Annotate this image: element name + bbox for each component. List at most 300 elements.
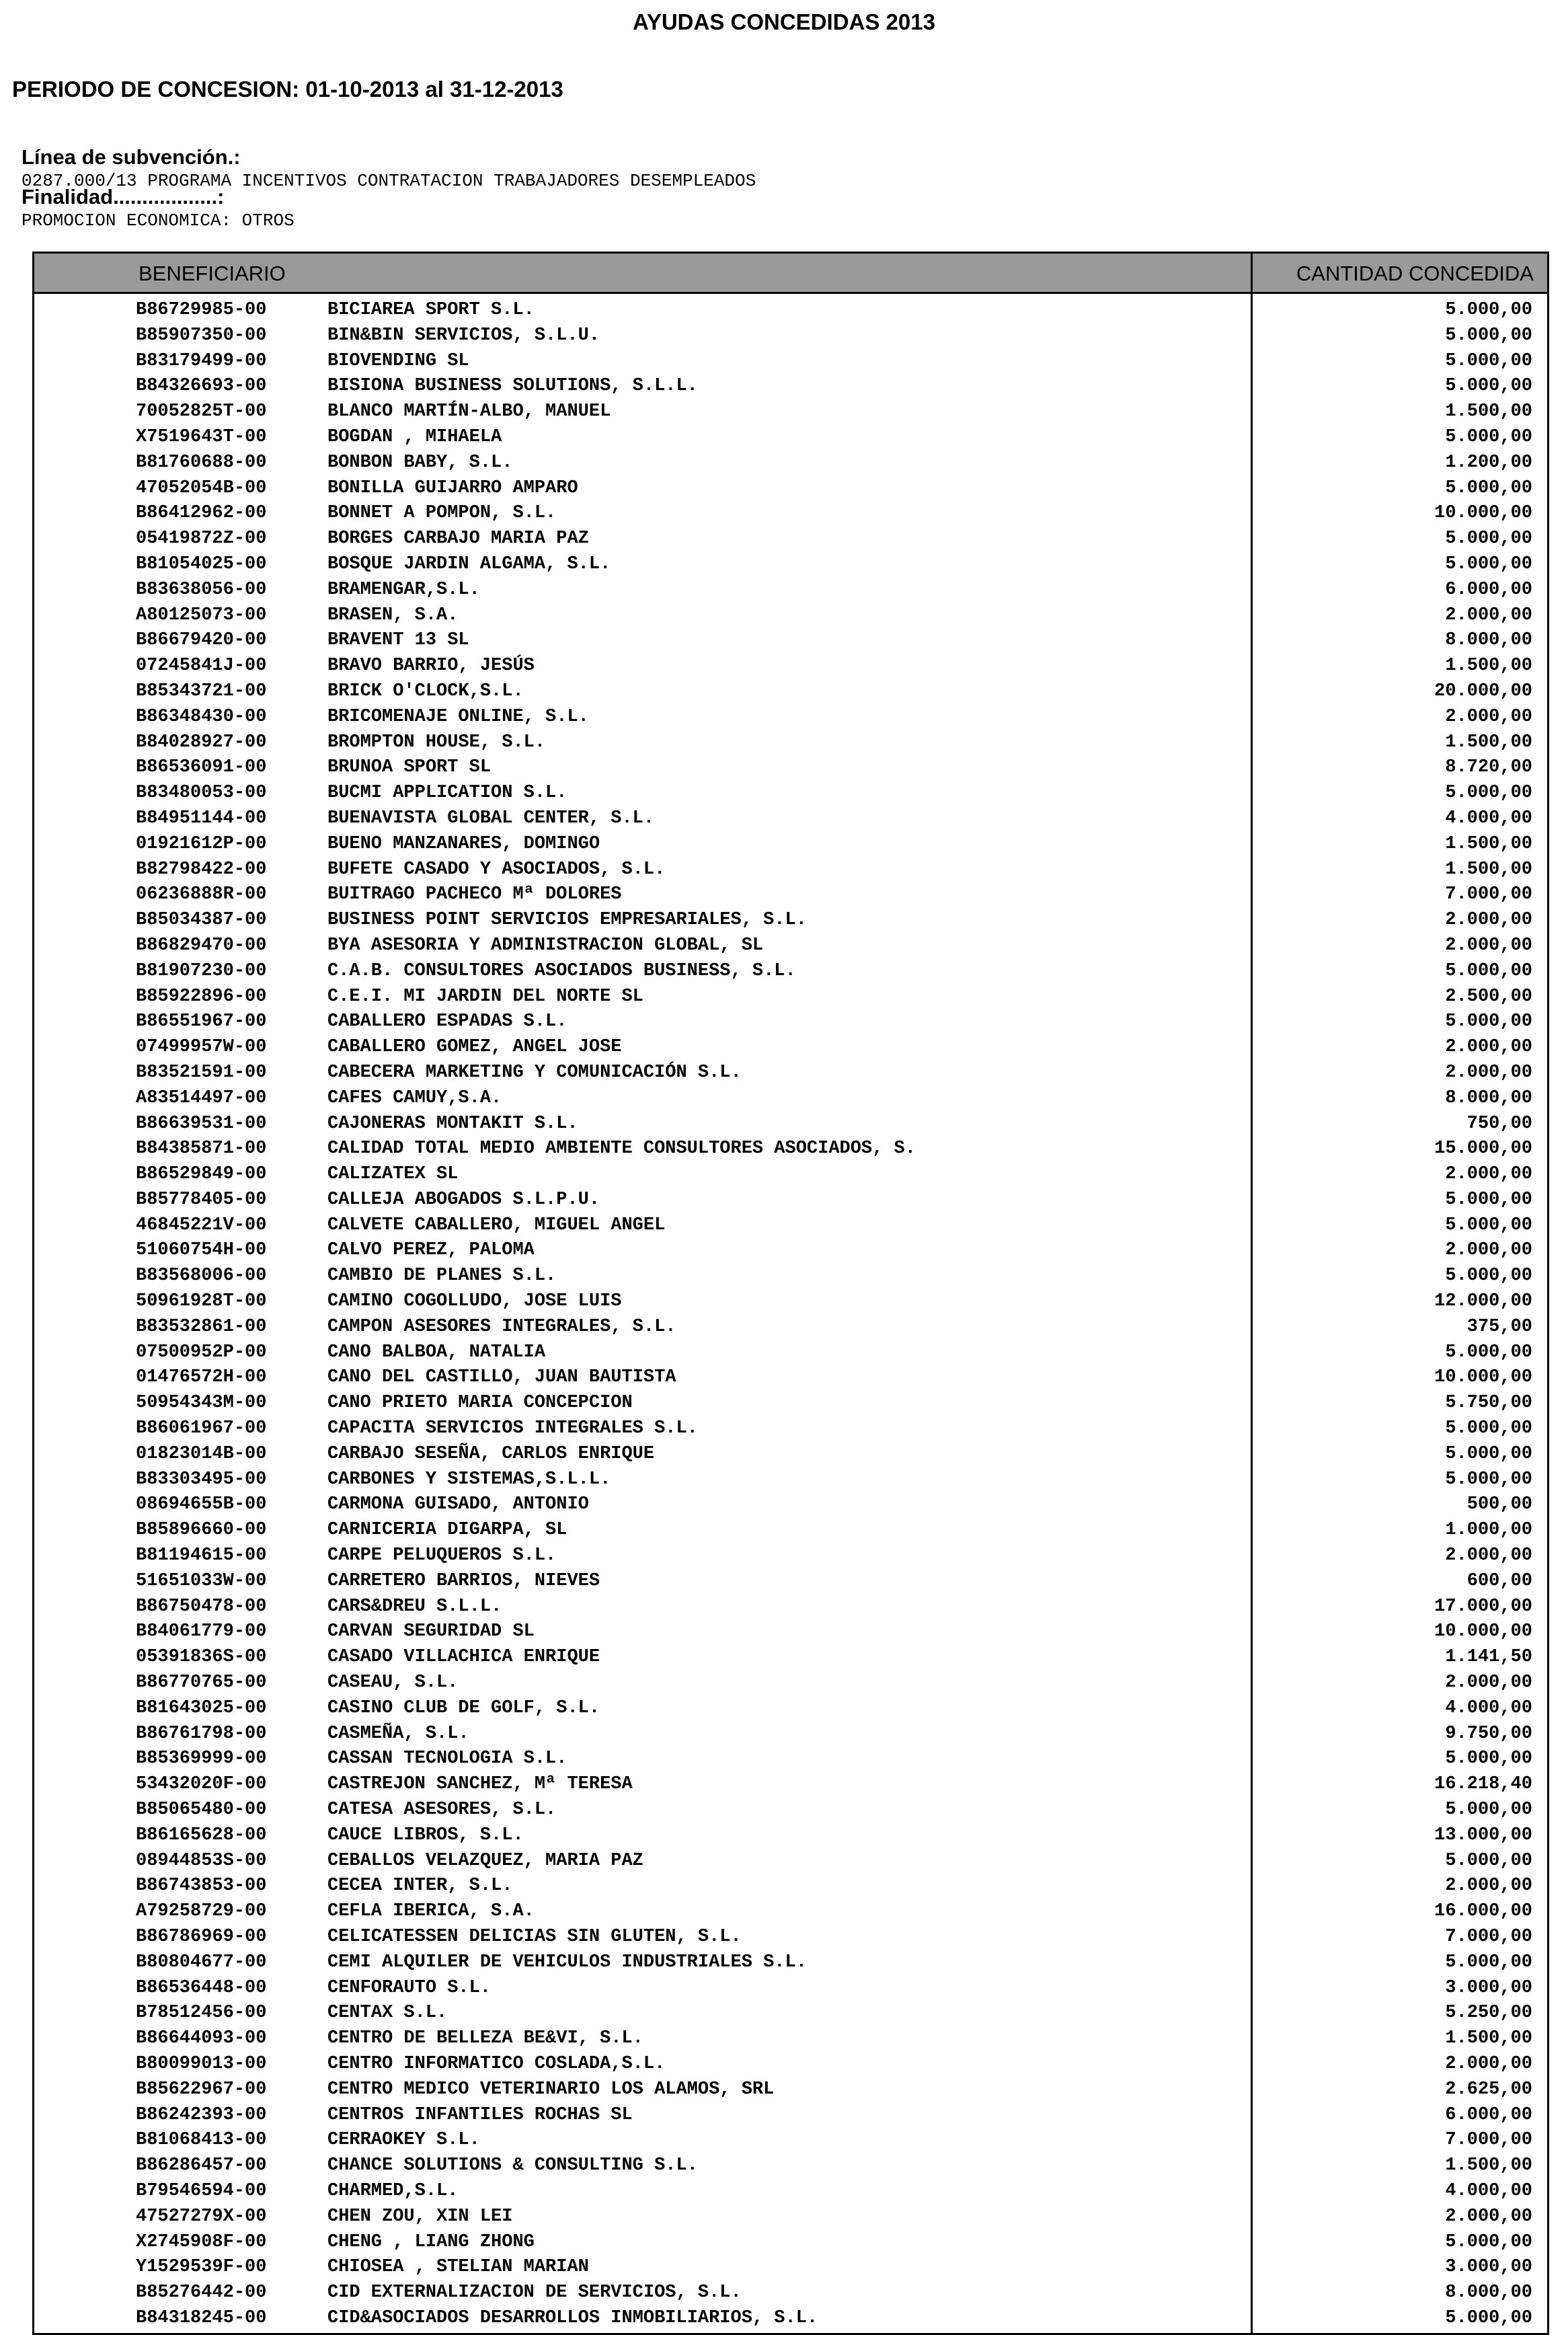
granted-amount: 600,00 [1466,1570,1532,1591]
table-row [34,1696,1547,1722]
page-title: AYUDAS CONCEDIDAS 2013 [633,9,935,34]
beneficiary-id: B80804677-00 [136,1952,267,1973]
beneficiary-id: B86286457-00 [136,2155,267,2176]
beneficiary-name: CAMPON ASESORES INTEGRALES, S.L. [327,1316,676,1337]
granted-amount: 1.500,00 [1445,833,1532,854]
beneficiary-id: B86551967-00 [136,1011,267,1032]
beneficiary-name: CALVETE CABALLERO, MIGUEL ANGEL [327,1215,666,1235]
beneficiary-name: CENFORAUTO S.L. [327,1977,492,1998]
beneficiary-id: B83480053-00 [136,783,267,804]
beneficiary-id: 01921612P-00 [136,833,267,854]
beneficiary-name: C.E.I. MI JARDIN DEL NORTE SL [327,986,643,1007]
beneficiary-id: B85778405-00 [136,1189,267,1210]
beneficiary-name: BIN&BIN SERVICIOS, S.L.U. [327,325,600,346]
granted-amount: 2.625,00 [1445,2079,1532,2100]
table-row [34,2077,1547,2103]
granted-amount: 5.000,00 [1445,1418,1532,1439]
table-row [34,882,1547,908]
table-row [34,933,1547,959]
beneficiary-name: CARVAN SEGURIDAD SL [327,1621,535,1642]
beneficiary-name: BRUNOA SPORT SL [327,757,492,778]
table-row [34,2179,1547,2205]
table-row [34,2001,1547,2026]
granted-amount: 5.000,00 [1445,1189,1532,1210]
granted-amount: 5.000,00 [1445,1342,1532,1363]
table-row [34,1365,1547,1391]
beneficiary-id: 07245841J-00 [136,656,267,677]
column-header-beneficiario: BENEFICIARIO [139,262,286,285]
granted-amount: 750,00 [1466,1113,1532,1134]
table-row [34,2128,1547,2153]
beneficiary-name: BRAVO BARRIO, JESÚS [327,656,535,677]
beneficiary-id: A80125073-00 [136,605,267,625]
beneficiary-name: BRAMENGAR,S.L. [327,579,480,600]
beneficiary-name: C.A.B. CONSULTORES ASOCIADOS BUSINESS, S.L. [327,960,796,981]
beneficiary-id: X7519643T-00 [136,426,267,447]
beneficiary-name: BLANCO MARTÍN-ALBO, MANUEL [327,401,611,422]
beneficiary-name: BUSINESS POINT SERVICIOS EMPRESARIALES, S.L. [327,910,807,931]
beneficiary-id: 06236888R-00 [136,884,267,905]
table-row [34,1823,1547,1849]
beneficiary-name: BUFETE CASADO Y ASOCIADOS, S.L. [327,859,666,880]
beneficiary-id: B86729985-00 [136,300,267,320]
table-row [34,755,1547,781]
beneficiary-name: CAUCE LIBROS, S.L. [327,1825,524,1845]
table-row [34,1112,1547,1137]
granted-amount: 2.000,00 [1445,1545,1532,1566]
beneficiary-name: BIOVENDING SL [327,350,469,371]
table-row [34,2255,1547,2281]
beneficiary-name: CAJONERAS MONTAKIT S.L. [327,1113,578,1134]
granted-amount: 9.750,00 [1445,1723,1532,1744]
granted-amount: 10.000,00 [1434,1621,1532,1642]
granted-amount: 5.000,00 [1445,960,1532,981]
granted-amount: 2.000,00 [1445,2206,1532,2227]
beneficiary-id: Y1529539F-00 [136,2257,267,2278]
table-row [34,1315,1547,1340]
beneficiary-name: BUCMI APPLICATION S.L. [327,783,567,804]
table-row [34,679,1547,705]
granted-amount: 5.000,00 [1445,1443,1532,1464]
beneficiary-name: CAPACITA SERVICIOS INTEGRALES S.L. [327,1418,698,1439]
granted-amount: 7.000,00 [1445,1927,1532,1947]
granted-amount: 5.000,00 [1445,1215,1532,1235]
granted-amount: 2.000,00 [1445,706,1532,727]
table-body [34,298,1547,2332]
beneficiary-name: CHIOSEA , STELIAN MARIAN [327,2257,589,2278]
granted-amount: 5.000,00 [1445,2307,1532,2328]
table-row [34,1798,1547,1823]
beneficiary-id: 08694655B-00 [136,1494,267,1515]
beneficiary-name: CARBONES Y SISTEMAS,S.L.L. [327,1469,611,1490]
table-row [34,1086,1547,1112]
table-row [34,2103,1547,2129]
granted-amount: 2.000,00 [1445,605,1532,625]
beneficiary-name: BONNET A POMPON, S.L. [327,503,557,524]
beneficiary-name: CEBALLOS VELAZQUEZ, MARIA PAZ [327,1850,643,1871]
beneficiary-id: B85922896-00 [136,986,267,1007]
granted-amount: 5.000,00 [1445,553,1532,574]
beneficiary-id: B85276442-00 [136,2283,267,2303]
granted-amount: 12.000,00 [1434,1291,1532,1312]
table-row [34,1899,1547,1925]
beneficiary-id: B86786969-00 [136,1927,267,1947]
beneficiary-id: 07499957W-00 [136,1037,267,1058]
table-row [34,730,1547,756]
granted-amount: 3.000,00 [1445,1977,1532,1998]
beneficiary-name: CABALLERO GOMEZ, ANGEL JOSE [327,1037,622,1058]
table-row [34,2026,1547,2052]
beneficiary-id: B84951144-00 [136,808,267,829]
beneficiary-id: B82798422-00 [136,859,267,880]
beneficiary-id: 47527279X-00 [136,2206,267,2227]
table-row [34,857,1547,883]
beneficiary-id: B86536448-00 [136,1977,267,1998]
table-row [34,2281,1547,2306]
table-row [34,1492,1547,1518]
table-row [34,2153,1547,2179]
table-row [34,1976,1547,2001]
granted-amount: 5.000,00 [1445,477,1532,498]
table-row [34,1569,1547,1595]
beneficiary-name: CEMI ALQUILER DE VEHICULOS INDUSTRIALES S.L. [327,1952,807,1973]
granted-amount: 16.000,00 [1434,1901,1532,1922]
table-row [34,425,1547,451]
beneficiary-id: B86761798-00 [136,1723,267,1744]
purpose-value: PROMOCION ECONOMICA: OTROS [22,210,295,231]
table-row [34,1238,1547,1264]
beneficiary-id: B83638056-00 [136,579,267,600]
beneficiary-name: CAFES CAMUY,S.A. [327,1087,502,1108]
beneficiary-name: CALIZATEX SL [327,1164,459,1185]
table-row [34,323,1547,349]
granted-amount: 5.000,00 [1445,1011,1532,1032]
granted-amount: 1.500,00 [1445,732,1532,753]
table-row [34,959,1547,985]
table-row [34,1518,1547,1543]
beneficiary-id: B85907350-00 [136,325,267,346]
beneficiary-name: BRICOMENAJE ONLINE, S.L. [327,706,589,727]
purpose-label: Finalidad..................: [22,185,225,208]
beneficiary-name: CANO BALBOA, NATALIA [327,1342,546,1363]
table-row [34,1061,1547,1086]
granted-amount: 5.250,00 [1445,2003,1532,2024]
granted-amount: 8.000,00 [1445,630,1532,651]
beneficiary-name: CHANCE SOLUTIONS & CONSULTING S.L. [327,2155,698,2176]
granted-amount: 7.000,00 [1445,2130,1532,2151]
granted-amount: 1.500,00 [1445,401,1532,422]
granted-amount: 5.000,00 [1445,325,1532,346]
beneficiary-id: B83532861-00 [136,1316,267,1337]
beneficiary-name: CID&ASOCIADOS DESARROLLOS INMOBILIARIOS, S.L. [327,2307,818,2328]
granted-amount: 5.000,00 [1445,1800,1532,1821]
beneficiary-name: BYA ASESORIA Y ADMINISTRACION GLOBAL, SL [327,935,764,956]
beneficiary-id: B81054025-00 [136,553,267,574]
beneficiary-name: CARRETERO BARRIOS, NIEVES [327,1570,600,1591]
table-row [34,1442,1547,1467]
granted-amount: 2.000,00 [1445,1673,1532,1693]
granted-amount: 16.218,40 [1434,1774,1532,1795]
beneficiary-id: 05391836S-00 [136,1647,267,1668]
table-row [34,705,1547,730]
granted-amount: 5.000,00 [1445,1749,1532,1769]
beneficiary-id: 51060754H-00 [136,1240,267,1261]
beneficiary-id: B85622967-00 [136,2079,267,2100]
granted-amount: 375,00 [1466,1316,1532,1337]
beneficiary-id: B83521591-00 [136,1062,267,1083]
granted-amount: 20.000,00 [1434,681,1532,701]
granted-amount: 3.000,00 [1445,2257,1532,2278]
granted-amount: 10.000,00 [1434,503,1532,524]
granted-amount: 1.200,00 [1445,452,1532,473]
beneficiary-name: CASMEÑA, S.L. [327,1723,469,1744]
table-row [34,1722,1547,1747]
granted-amount: 2.000,00 [1445,2053,1532,2074]
beneficiary-id: B81194615-00 [136,1545,267,1566]
beneficiary-id: B81760688-00 [136,452,267,473]
table-row [34,298,1547,323]
table-row [34,1391,1547,1416]
granted-amount: 5.000,00 [1445,1266,1532,1287]
table-row [34,527,1547,552]
beneficiary-id: 07500952P-00 [136,1342,267,1363]
beneficiary-name: CERRAOKEY S.L. [327,2130,480,2151]
table-row [34,654,1547,679]
table-row [34,1467,1547,1493]
granted-amount: 7.000,00 [1445,884,1532,905]
table-row [34,1747,1547,1772]
granted-amount: 13.000,00 [1434,1825,1532,1845]
beneficiary-id: B86412962-00 [136,503,267,524]
beneficiary-id: B86829470-00 [136,935,267,956]
beneficiary-name: BOGDAN , MIHAELA [327,426,502,447]
table-row [34,1188,1547,1213]
beneficiary-name: BONILLA GUIJARRO AMPARO [327,477,578,498]
granted-amount: 1.500,00 [1445,656,1532,677]
table-row [34,1035,1547,1061]
granted-amount: 15.000,00 [1434,1139,1532,1159]
beneficiary-name: CEFLA IBERICA, S.A. [327,1901,535,1922]
table-row [34,1950,1547,1976]
granted-amount: 1.500,00 [1445,859,1532,880]
beneficiary-name: CANO DEL CASTILLO, JUAN BAUTISTA [327,1367,676,1388]
beneficiary-id: 46845221V-00 [136,1215,267,1235]
granted-amount: 4.000,00 [1445,2180,1532,2201]
granted-amount: 1.000,00 [1445,1520,1532,1541]
beneficiary-name: CELICATESSEN DELICIAS SIN GLUTEN, S.L. [327,1927,742,1947]
beneficiary-name: CARS&DREU S.L.L. [327,1596,502,1617]
granted-amount: 1.141,50 [1445,1647,1532,1668]
granted-amount: 8.720,00 [1445,757,1532,778]
beneficiary-id: 08944853S-00 [136,1850,267,1871]
beneficiary-id: B80099013-00 [136,2053,267,2074]
beneficiary-id: 01476572H-00 [136,1367,267,1388]
table-row [34,2306,1547,2332]
beneficiary-name: CALVO PEREZ, PALOMA [327,1240,535,1261]
beneficiary-id: B81068413-00 [136,2130,267,2151]
granted-amount: 10.000,00 [1434,1367,1532,1388]
beneficiary-name: BROMPTON HOUSE, S.L. [327,732,546,753]
beneficiary-id: B86165628-00 [136,1825,267,1845]
beneficiary-name: CAMINO COGOLLUDO, JOSE LUIS [327,1291,622,1312]
beneficiary-name: BRAVENT 13 SL [327,630,469,651]
table-header [34,254,1547,294]
beneficiary-name: BORGES CARBAJO MARIA PAZ [327,529,589,549]
beneficiary-id: A79258729-00 [136,1901,267,1922]
beneficiary-id: B85343721-00 [136,681,267,701]
beneficiary-id: B86242393-00 [136,2104,267,2125]
beneficiary-name: CENTAX S.L. [327,2003,448,2024]
beneficiary-id: 53432020F-00 [136,1774,267,1795]
beneficiary-id: B84028927-00 [136,732,267,753]
granted-amount: 5.000,00 [1445,300,1532,320]
table-row [34,806,1547,832]
beneficiary-id: B84326693-00 [136,376,267,397]
beneficiary-id: B86061967-00 [136,1418,267,1439]
beneficiary-name: CABALLERO ESPADAS S.L. [327,1011,567,1032]
beneficiary-name: CASEAU, S.L. [327,1673,459,1693]
subsidy-line-value: 0287.000/13 PROGRAMA INCENTIVOS CONTRATACION TRABAJADORES DESEMPLEADOS [22,171,756,191]
beneficiary-name: CALLEJA ABOGADOS S.L.P.U. [327,1189,600,1210]
table-row [34,2230,1547,2256]
beneficiary-id: B79546594-00 [136,2180,267,2201]
beneficiary-id: B86679420-00 [136,630,267,651]
beneficiary-name: CECEA INTER, S.L. [327,1876,513,1897]
beneficiary-id: B83303495-00 [136,1469,267,1490]
beneficiary-id: 47052054B-00 [136,477,267,498]
granted-amount: 6.000,00 [1445,2104,1532,2125]
table-row [34,1619,1547,1645]
beneficiary-id: B85034387-00 [136,910,267,931]
beneficiary-id: B86536091-00 [136,757,267,778]
beneficiary-id: B86639531-00 [136,1113,267,1134]
beneficiary-name: CASSAN TECNOLOGIA S.L. [327,1749,567,1769]
table-row [34,349,1547,375]
granted-amount: 2.000,00 [1445,935,1532,956]
table-row [34,476,1547,502]
beneficiary-name: CASINO CLUB DE GOLF, S.L. [327,1697,600,1718]
granted-amount: 2.000,00 [1445,1164,1532,1185]
table-row [34,552,1547,578]
beneficiary-id: B86529849-00 [136,1164,267,1185]
beneficiary-id: B83179499-00 [136,350,267,371]
table-row [34,578,1547,603]
beneficiary-name: BOSQUE JARDIN ALGAMA, S.L. [327,553,611,574]
beneficiary-name: CHARMED,S.L. [327,2180,459,2201]
beneficiary-name: CHENG , LIANG ZHONG [327,2231,535,2252]
beneficiary-id: 51651033W-00 [136,1570,267,1591]
granted-amount: 8.000,00 [1445,2283,1532,2303]
beneficiary-name: CANO PRIETO MARIA CONCEPCION [327,1393,633,1414]
beneficiary-name: CENTROS INFANTILES ROCHAS SL [327,2104,633,2125]
table-row [34,501,1547,527]
beneficiary-id: 05419872Z-00 [136,529,267,549]
beneficiary-id: B86770765-00 [136,1673,267,1693]
table-row [34,451,1547,476]
beneficiary-name: CID EXTERNALIZACION DE SERVICIOS, S.L. [327,2283,742,2303]
table-row [34,1137,1547,1162]
granted-amount: 17.000,00 [1434,1596,1532,1617]
beneficiary-name: CARBAJO SESEÑA, CARLOS ENRIQUE [327,1443,655,1464]
table-row [34,1671,1547,1696]
table-row [34,1009,1547,1035]
table-row [34,1849,1547,1874]
beneficiary-name: CARNICERIA DIGARPA, SL [327,1520,567,1541]
beneficiary-id: B85065480-00 [136,1800,267,1821]
purpose-line [12,163,295,231]
granted-amount: 5.000,00 [1445,426,1532,447]
beneficiary-name: CAMBIO DE PLANES S.L. [327,1266,557,1287]
beneficiary-name: CENTRO DE BELLEZA BE&VI, S.L. [327,2028,643,2049]
beneficiary-id: B84385871-00 [136,1139,267,1159]
table-row [34,985,1547,1010]
beneficiary-id: 01823014B-00 [136,1443,267,1464]
granted-amount: 5.000,00 [1445,350,1532,371]
table-row [34,399,1547,425]
beneficiary-id: B78512456-00 [136,2003,267,2024]
table-row [34,1925,1547,1950]
subsidy-line-label: Línea de subvención.: [22,145,241,169]
beneficiary-name: CATESA ASESORES, S.L. [327,1800,557,1821]
beneficiary-id: B86644093-00 [136,2028,267,2049]
beneficiary-name: BISIONA BUSINESS SOLUTIONS, S.L.L. [327,376,698,397]
beneficiary-id: B84061779-00 [136,1621,267,1642]
granted-amount: 5.000,00 [1445,783,1532,804]
beneficiary-id: B85369999-00 [136,1749,267,1769]
beneficiary-id: 50961928T-00 [136,1291,267,1312]
beneficiary-id: 70052825T-00 [136,401,267,422]
table-row [34,1416,1547,1442]
table-row [34,1543,1547,1569]
beneficiary-id: B84318245-00 [136,2307,267,2328]
table-row [34,781,1547,806]
table-row [34,1162,1547,1188]
beneficiary-id: B86348430-00 [136,706,267,727]
granted-amount: 2.000,00 [1445,1037,1532,1058]
beneficiary-id: X2745908F-00 [136,2231,267,2252]
beneficiary-name: CASADO VILLACHICA ENRIQUE [327,1647,600,1668]
table-row [34,2052,1547,2077]
granted-amount: 5.000,00 [1445,376,1532,397]
beneficiary-id: B86743853-00 [136,1876,267,1897]
beneficiary-name: CABECERA MARKETING Y COMUNICACIÓN S.L. [327,1062,742,1083]
beneficiary-name: CALIDAD TOTAL MEDIO AMBIENTE CONSULTORES ASOCIADOS, S. [327,1139,916,1159]
beneficiary-name: CHEN ZOU, XIN LEI [327,2206,513,2227]
beneficiary-name: BRASEN, S.A. [327,605,459,625]
table-row [34,1874,1547,1899]
table-row [34,1595,1547,1620]
grants-table [32,252,1549,2335]
table-row [34,374,1547,399]
table-row [34,628,1547,654]
granted-amount: 5.750,00 [1445,1393,1532,1414]
granted-amount: 2.000,00 [1445,1240,1532,1261]
granted-amount: 4.000,00 [1445,808,1532,829]
concession-period: PERIODO DE CONCESION: 01-10-2013 al 31-12-2013 [12,77,563,102]
beneficiary-name: BONBON BABY, S.L. [327,452,513,473]
beneficiary-name: BUENAVISTA GLOBAL CENTER, S.L. [327,808,655,829]
beneficiary-id: B81643025-00 [136,1697,267,1718]
table-row [34,603,1547,629]
beneficiary-id: B85896660-00 [136,1520,267,1541]
beneficiary-name: BUITRAGO PACHECO Mª DOLORES [327,884,622,905]
granted-amount: 2.000,00 [1445,1876,1532,1897]
beneficiary-id: B83568006-00 [136,1266,267,1287]
beneficiary-id: B86750478-00 [136,1596,267,1617]
table-row [34,1213,1547,1239]
granted-amount: 5.000,00 [1445,1850,1532,1871]
granted-amount: 2.500,00 [1445,986,1532,1007]
